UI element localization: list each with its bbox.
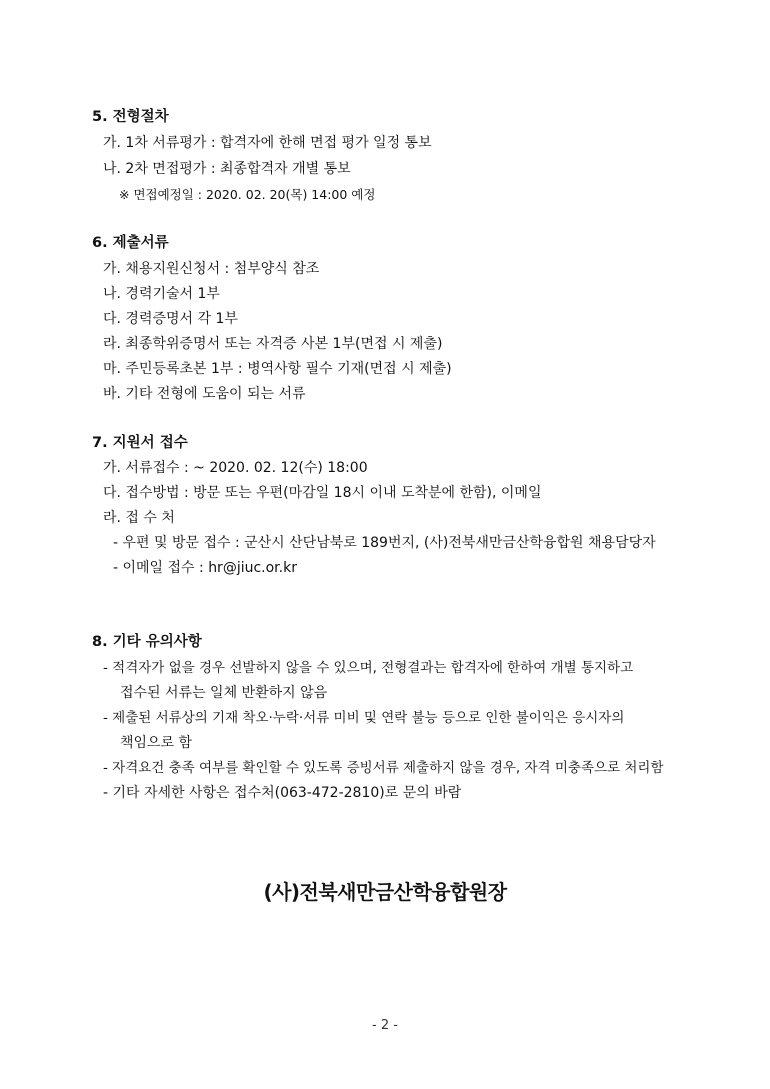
section-5-line-2: 나. 2차 면접평가 : 최종합격자 개별 통보 bbox=[103, 161, 351, 177]
organization-signature: (사)전북새만금산학융합원장 bbox=[263, 880, 507, 904]
section-6-line-2: 나. 경력기술서 1부 bbox=[103, 286, 220, 302]
section-8-line-4: 책임으로 함 bbox=[120, 735, 193, 751]
section-6-line-1: 가. 채용지원신청서 : 첨부양식 참조 bbox=[103, 261, 320, 277]
section-6-heading: 6. 제출서류 bbox=[92, 235, 169, 251]
section-8-line-6: - 기타 자세한 사항은 접수처(063-472-2810)로 문의 바람 bbox=[103, 785, 462, 801]
section-7-line-2: 다. 접수방법 : 방문 또는 우편(마감일 18시 이내 도착분에 한함), 이메일 bbox=[103, 485, 542, 501]
section-8-line-5: - 자격요건 충족 여부를 확인할 수 있도록 증빙서류 제출하지 않을 경우, 자격 미충족으로 처리함 bbox=[103, 760, 664, 776]
section-6-line-6: 바. 기타 전형에 도움이 되는 서류 bbox=[103, 386, 306, 402]
section-8-line-1: - 적격자가 없을 경우 선발하지 않을 수 있으며, 전형결과는 합격자에 한하여 개별 통지하고 bbox=[103, 660, 634, 676]
section-7-line-1: 가. 서류접수 : ~ 2020. 02. 12(수) 18:00 bbox=[103, 460, 368, 476]
section-8-line-3: - 제출된 서류상의 기재 착오·누락·서류 미비 및 연락 불능 등으로 인한 불이익은 응시자의 bbox=[103, 710, 625, 726]
section-5-heading: 5. 전형절차 bbox=[92, 109, 169, 125]
section-6-line-4: 라. 최종학위증명서 또는 자격증 사본 1부(면접 시 제출) bbox=[103, 336, 443, 352]
section-8-line-2: 접수된 서류는 일체 반환하지 않음 bbox=[120, 685, 328, 701]
section-5-line-1: 가. 1차 서류평가 : 합격자에 한해 면접 평가 일정 통보 bbox=[103, 135, 432, 151]
section-7-line-5: - 이메일 접수 : hr@jiuc.or.kr bbox=[113, 560, 297, 576]
section-6-line-3: 다. 경력증명서 각 1부 bbox=[103, 311, 238, 327]
section-5-note: ※ 면접예정일 : 2020. 02. 20(목) 14:00 예정 bbox=[119, 187, 376, 202]
section-8-heading: 8. 기타 유의사항 bbox=[92, 634, 202, 650]
section-7-line-3: 라. 접 수 처 bbox=[103, 510, 175, 526]
section-6-line-5: 마. 주민등록초본 1부 : 병역사항 필수 기재(면접 시 제출) bbox=[103, 361, 452, 377]
section-7-line-4: - 우편 및 방문 접수 : 군산시 산단남북로 189번지, (사)전북새만금산학융합원 채용담당자 bbox=[113, 535, 656, 551]
section-7-heading: 7. 지원서 접수 bbox=[92, 435, 188, 451]
page-number: - 2 - bbox=[372, 1018, 398, 1033]
